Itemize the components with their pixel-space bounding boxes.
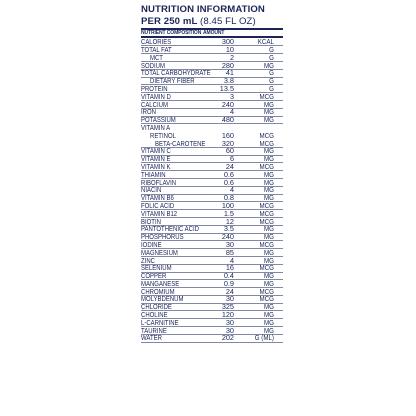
nutrient-name: FOLIC ACID bbox=[141, 200, 175, 210]
nutrient-unit: MG bbox=[263, 325, 274, 335]
nutrient-unit: MG bbox=[263, 255, 274, 265]
nutrient-rows bbox=[141, 38, 283, 342]
nutrient-amount: 60 bbox=[225, 146, 234, 156]
nutrient-name: PANTOTHENIC ACID bbox=[141, 224, 199, 234]
nutrient-name: CALCIUM bbox=[141, 99, 168, 109]
nutrient-amount: 41 bbox=[225, 68, 234, 78]
nutrient-unit: KCAL bbox=[257, 37, 274, 47]
nutrient-name: PROTEIN bbox=[141, 83, 168, 93]
nutrient-name: RIBOFLAVIN bbox=[141, 177, 177, 187]
nutrient-name: CHOLINE bbox=[141, 310, 168, 320]
nutrient-name: VITAMIN D bbox=[141, 91, 171, 101]
nutrient-amount: 0.6 bbox=[223, 169, 234, 179]
nutrition-title-line2 bbox=[141, 16, 283, 28]
nutrient-unit: MG bbox=[263, 232, 274, 242]
nutrient-amount: 0.8 bbox=[223, 193, 234, 203]
nutrient-amount: 6 bbox=[229, 154, 234, 164]
nutrient-amount: 1.5 bbox=[223, 208, 234, 218]
nutrient-name: BETA-CAROTENE bbox=[155, 138, 206, 148]
nutrient-amount: 160 bbox=[221, 130, 234, 140]
serving-size-imperial: (8.45 FL OZ) bbox=[200, 15, 256, 27]
nutrient-name: CHROMIUM bbox=[141, 286, 175, 296]
nutrient-name: L-CARNITINE bbox=[141, 317, 179, 327]
nutrient-unit: MCG bbox=[259, 239, 274, 249]
nutrient-name: VITAMIN B6 bbox=[141, 193, 174, 203]
nutrient-amount: 240 bbox=[221, 99, 234, 109]
nutrient-unit: MCG bbox=[259, 294, 274, 304]
nutrient-unit: MG bbox=[263, 107, 274, 117]
nutrient-unit: MG bbox=[263, 115, 274, 125]
nutrient-name: TOTAL CARBOHYDRATE bbox=[141, 68, 211, 78]
nutrient-name: DIETARY FIBER bbox=[150, 76, 195, 86]
nutrient-name: SELENIUM bbox=[141, 263, 172, 273]
nutrient-row bbox=[141, 334, 283, 342]
nutrient-amount: 2 bbox=[229, 52, 234, 62]
nutrient-amount: 85 bbox=[225, 247, 234, 257]
nutrient-row bbox=[141, 249, 283, 257]
nutrient-name: WATER bbox=[141, 333, 162, 343]
nutrient-name: TOTAL FAT bbox=[141, 44, 172, 54]
nutrient-name: IODINE bbox=[141, 239, 162, 249]
nutrient-amount: 12 bbox=[225, 216, 234, 226]
column-header-amount: AMOUNT bbox=[203, 29, 225, 36]
nutrient-name: CHLORIDE bbox=[141, 302, 172, 312]
nutrient-name: VITAMIN C bbox=[141, 146, 171, 156]
nutrient-unit: G bbox=[269, 76, 274, 86]
nutrient-amount: 300 bbox=[221, 37, 234, 47]
column-headers bbox=[141, 30, 283, 36]
nutrient-unit: MCG bbox=[259, 263, 274, 273]
nutrient-unit: MCG bbox=[259, 130, 274, 140]
nutrient-unit: G bbox=[269, 52, 274, 62]
nutrient-name: MAGNESIUM bbox=[141, 247, 178, 257]
nutrient-unit: MCG bbox=[259, 208, 274, 218]
nutrient-amount: 0.9 bbox=[223, 278, 234, 288]
nutrient-unit: MG bbox=[263, 247, 274, 257]
serving-size: PER 250 mL bbox=[141, 15, 198, 27]
nutrient-name: VITAMIN A bbox=[141, 122, 171, 132]
nutrient-amount: 24 bbox=[225, 161, 234, 171]
nutrient-name: CALORIES bbox=[141, 37, 172, 47]
nutrient-amount: 3.8 bbox=[223, 76, 234, 86]
nutrient-name: VITAMIN B12 bbox=[141, 208, 178, 218]
nutrient-unit: G (ML) bbox=[254, 333, 274, 343]
nutrient-unit: MCG bbox=[259, 161, 274, 171]
nutrient-unit: MCG bbox=[259, 200, 274, 210]
nutrient-amount: 10 bbox=[225, 44, 234, 54]
nutrient-unit: MG bbox=[263, 302, 274, 312]
nutrient-amount: 3.5 bbox=[223, 224, 234, 234]
nutrient-unit: G bbox=[269, 44, 274, 54]
nutrient-amount: 30 bbox=[225, 239, 234, 249]
nutrient-name: SODIUM bbox=[141, 60, 165, 70]
nutrient-unit: MG bbox=[263, 271, 274, 281]
nutrient-amount: 325 bbox=[221, 302, 234, 312]
nutrient-amount: 30 bbox=[225, 294, 234, 304]
nutrient-name: VITAMIN E bbox=[141, 154, 171, 164]
nutrient-amount: 24 bbox=[225, 286, 234, 296]
nutrient-name: IRON bbox=[141, 107, 156, 117]
nutrient-name: THIAMIN bbox=[141, 169, 166, 179]
nutrient-unit: MG bbox=[263, 60, 274, 70]
nutrient-unit: MG bbox=[263, 169, 274, 179]
nutrient-name: BIOTIN bbox=[141, 216, 161, 226]
nutrient-unit: MG bbox=[263, 317, 274, 327]
nutrition-title-line1: NUTRITION INFORMATION bbox=[141, 4, 265, 15]
nutrient-name: MOLYBDENUM bbox=[141, 294, 184, 304]
nutrient-amount: 30 bbox=[225, 317, 234, 327]
nutrient-unit: MG bbox=[263, 193, 274, 203]
nutrient-name: RETINOL bbox=[150, 130, 176, 140]
nutrient-amount: 30 bbox=[225, 325, 234, 335]
nutrient-amount: 4 bbox=[229, 107, 234, 117]
nutrient-amount: 4 bbox=[229, 255, 234, 265]
nutrient-amount: 100 bbox=[221, 200, 234, 210]
nutrient-unit: MG bbox=[263, 278, 274, 288]
nutrient-name: ZINC bbox=[141, 255, 155, 265]
nutrient-name: POTASSIUM bbox=[141, 115, 176, 125]
nutrient-name: NIACIN bbox=[141, 185, 162, 195]
nutrient-amount: 280 bbox=[221, 60, 234, 70]
nutrient-unit: MG bbox=[263, 310, 274, 320]
nutrient-amount: 3 bbox=[229, 91, 234, 101]
nutrient-amount: 320 bbox=[221, 138, 234, 148]
nutrient-name: TAURINE bbox=[141, 325, 167, 335]
nutrient-unit: MCG bbox=[259, 91, 274, 101]
nutrient-name: COPPER bbox=[141, 271, 167, 281]
nutrient-unit: MCG bbox=[259, 138, 274, 148]
nutrient-unit: MG bbox=[263, 146, 274, 156]
nutrient-name: MCT bbox=[150, 52, 163, 62]
nutrient-name: VITAMIN K bbox=[141, 161, 171, 171]
nutrient-name: PHOSPHORUS bbox=[141, 232, 184, 242]
nutrient-name: MANGANESE bbox=[141, 278, 180, 288]
nutrient-unit: MCG bbox=[259, 286, 274, 296]
nutrient-unit: MCG bbox=[259, 216, 274, 226]
nutrient-amount: 202 bbox=[221, 333, 234, 343]
nutrient-amount: 0.4 bbox=[223, 271, 234, 281]
nutrient-unit: MG bbox=[263, 185, 274, 195]
nutrient-amount: 240 bbox=[221, 232, 234, 242]
column-header-composition: NUTRIENT COMPOSITION bbox=[141, 29, 202, 36]
nutrient-amount: 0.6 bbox=[223, 177, 234, 187]
nutrient-amount: 13.5 bbox=[219, 83, 234, 93]
nutrient-unit: G bbox=[269, 83, 274, 93]
nutrient-amount: 120 bbox=[221, 310, 234, 320]
nutrient-amount: 480 bbox=[221, 115, 234, 125]
nutrient-amount: 16 bbox=[225, 263, 234, 273]
nutrient-unit: G bbox=[269, 68, 274, 78]
nutrient-unit: MG bbox=[263, 177, 274, 187]
nutrient-unit: MG bbox=[263, 154, 274, 164]
nutrient-row bbox=[141, 101, 283, 109]
nutrient-amount: 4 bbox=[229, 185, 234, 195]
nutrition-panel bbox=[141, 4, 283, 410]
nutrient-row bbox=[141, 179, 283, 187]
nutrient-unit: MG bbox=[263, 99, 274, 109]
nutrient-unit: MG bbox=[263, 224, 274, 234]
